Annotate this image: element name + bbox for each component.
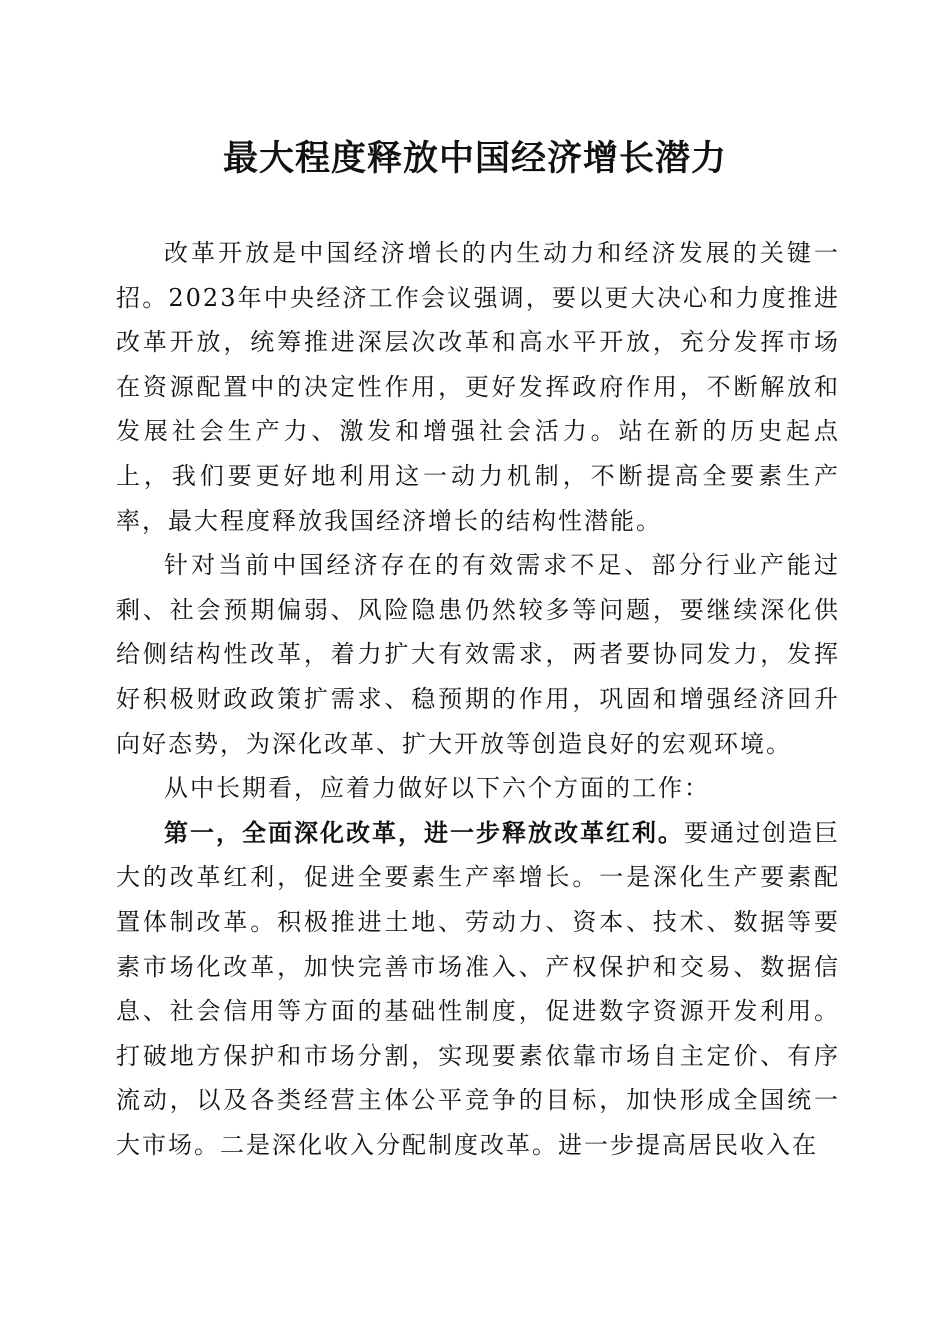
section-one-heading: 第一，全面深化改革，进一步释放改革红利。: [164, 817, 684, 847]
document-body: [116, 231, 840, 1167]
paragraph-section-one: [116, 811, 840, 1168]
section-one-text: 要通过创造巨大的改革红利，促进全要素生产率增长。一是深化生产要素配置体制改革。积极推进土地、劳动力、资本、技术、数据等要素市场化改革，加快完善市场准入、产权保护和交易、数据信息、社会信用等方面的基础性制度，促进数字资源开发利用。打破地方保护和市场分割，实现要素依靠市场自主定价、有序流动，以及各类经营主体公平竞争的目标，加快形成全国统一大市场。二是深化收入分配制度改革。进一步提高居民收入在: [116, 818, 840, 1159]
document-title: 最大程度释放中国经济增长潜力: [222, 138, 727, 179]
paragraph-six-aspects: 从中长期看，应着力做好以下六个方面的工作：: [164, 774, 710, 803]
paragraph-intro: 改革开放是中国经济增长的内生动力和经济发展的关键一招。2023年中央经济工作会议强调，要以更大决心和力度推进改革开放，统筹推进深层次改革和高水平开放，充分发挥市场在资源配置中的决定性作用，更好发挥政府作用，不断解放和发展社会生产力、激发和增强社会活力。站在新的历史起点上，我们要更好地利用这一动力机制，不断提高全要素生产率，最大程度释放我国经济增长的结构性潜能。: [116, 239, 840, 535]
paragraph-demand: 针对当前中国经济存在的有效需求不足、部分行业产能过剩、社会预期偏弱、风险隐患仍然较多等问题，要继续深化供给侧结构性改革，着力扩大有效需求，两者要协同发力，发挥好积极财政政策扩需求、稳预期的作用，巩固和增强经济回升向好态势，为深化改革、扩大开放等创造良好的宏观环境。: [116, 551, 840, 758]
